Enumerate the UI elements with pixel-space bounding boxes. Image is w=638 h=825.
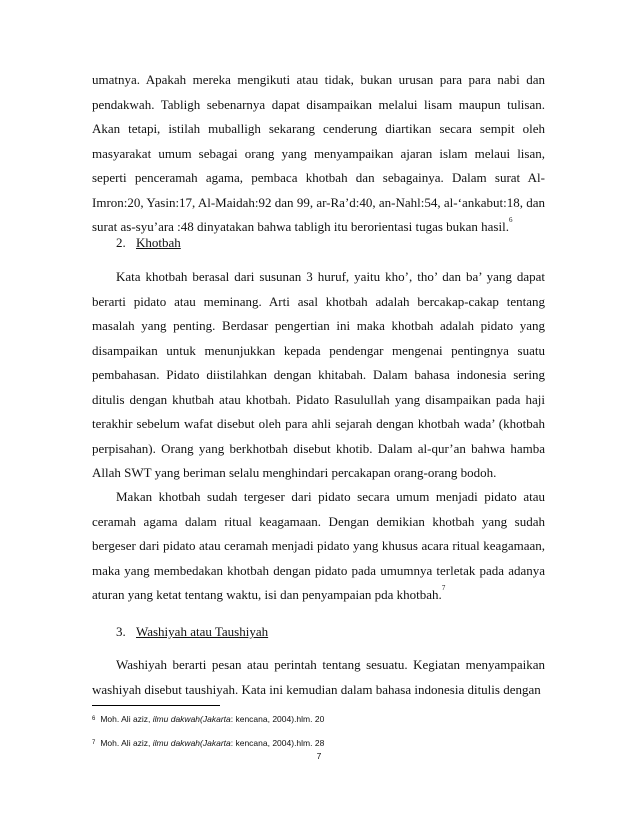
section-title: Khotbah	[136, 235, 181, 250]
footnote-ref-7: 7	[441, 584, 446, 592]
paragraph-khotbah-definition: Kata khotbah berasal dari susunan 3 huruf, yaitu kho’, tho’ dan ba’ yang dapat berarti pidato atau meminang. Arti asal khotbah adalah bercakap-cakap tentang masalah yang penting. Berdasar pengertian ini maka khotbah adalah pidato yang disampaikan untuk menunjukkan kepada pendengar mengenai pentingnya suatu pembahasan. Pidato diistilahkan dengan khitabah. Dalam bahasa indonesia sering ditulis dengan khutbah atau khotbah. Pidato Rasulullah yang disampaikan pada haji terakhir sebelum wafat disebut oleh para ahli sejarah dengan khotbah wada’ (khotbah perpisahan). Orang yang berkhotbah disebut khotib. Dalam al-qur’an bahwa hamba Allah SWT yang beriman selalu menghindari percakapan orang-orang bodoh.	[92, 269, 545, 480]
footnote-separator	[92, 705, 220, 706]
footnote-7: $^7$ Moh. Ali aziz, ilmu dakwah(Jakarta: kencana, 2004).hlm. 28	[92, 738, 325, 748]
section-number: 2.	[116, 235, 126, 250]
section-heading-washiyah	[116, 622, 268, 642]
section-number: 3.	[116, 624, 126, 639]
section-title: Washiyah atau Taushiyah	[136, 624, 269, 639]
paragraph-tabligh-continued: umatnya. Apakah mereka mengikuti atau tidak, bukan urusan para para nabi dan pendakwah. Tabligh sebenarnya dapat disampaikan melalui lisam maupun tulisan. Akan tetapi, istilah muballigh sekarang cenderung diartikan secara sempit oleh masyarakat umum sebagai orang yang menyampaikan ajaran islam melaui lisan, seperti penceramah agama, pembaca khotbah dan sebagainya. Dalam surat Al-Imron:20, Yasin:17, Al-Maidah:92 dan 99, ar-Ra’d:40, an-Nahl:54, al-‘ankabut:18, dan surat as-syu’ara :48 dinyatakan bahwa tabligh itu berorientasi tugas bukan hasil.$^6$	[92, 72, 545, 234]
footnote-6: $^6$ Moh. Ali aziz, ilmu dakwah(Jakarta: kencana, 2004).hlm. 20	[92, 714, 325, 724]
paragraph-khotbah-shift: Makan khotbah sudah tergeser dari pidato secara umum menjadi pidato atau ceramah agama dalam ritual keagamaan. Dengan demikian khotbah yang sudah bergeser dari pidato atau ceramah menjadi pidato yang khusus acara ritual keagamaan, maka yang membedakan khotbah dengan pidato pada umumnya terletak pada adanya aturan yang ketat tentang waktu, isi dan penyampaian pda khotbah.$^7$	[92, 489, 545, 602]
page-number: 7	[316, 751, 322, 761]
footnote-ref-6: 6	[508, 216, 513, 224]
section-heading-khotbah	[116, 233, 181, 253]
paragraph-washiyah: Washiyah berarti pesan atau perintah tentang sesuatu. Kegiatan menyampaikan washiyah disebut taushiyah. Kata ini kemudian dalam bahasa indonesia ditulis dengan	[92, 657, 545, 697]
